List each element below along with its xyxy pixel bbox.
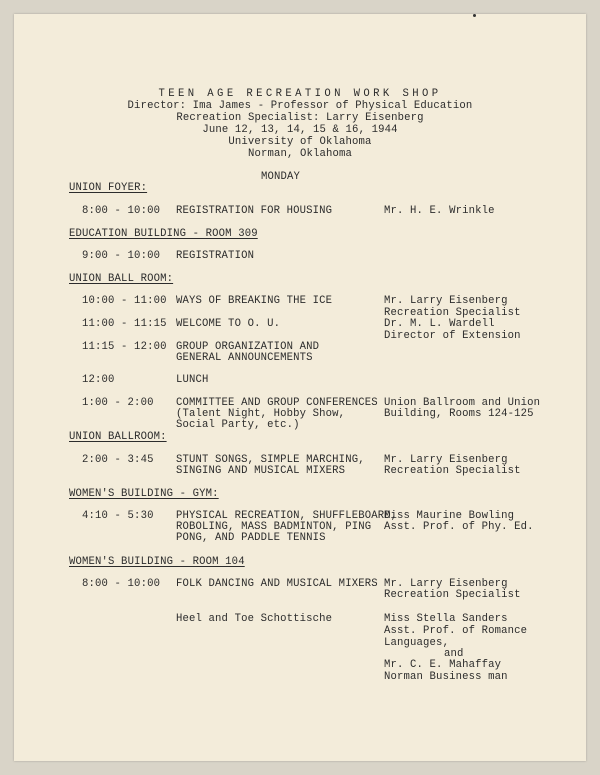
paper-speck [473, 14, 476, 17]
row-time: 4:10 - 5:30 [82, 510, 154, 522]
row-person: Building, Rooms 124-125 [384, 408, 534, 420]
row-activity: ROBOLING, MASS BADMINTON, PING [176, 521, 372, 533]
row-activity: REGISTRATION FOR HOUSING [176, 205, 333, 217]
row-person: Asst. Prof. of Romance [384, 625, 528, 637]
row-activity: Heel and Toe Schottische [176, 613, 333, 625]
row-person: Union Ballroom and Union [384, 397, 541, 409]
row-person: Recreation Specialist [384, 465, 521, 477]
section-heading-education-building: EDUCATION BUILDING - ROOM 309 [69, 228, 258, 240]
row-activity: PONG, AND PADDLE TENNIS [176, 532, 326, 544]
row-person: Languages, [384, 637, 450, 649]
day-heading: MONDAY [261, 171, 301, 183]
row-person: Mr. Larry Eisenberg [384, 578, 508, 590]
row-time: 9:00 - 10:00 [82, 250, 161, 262]
university-line: University of Oklahoma [228, 136, 372, 148]
row-time: 11:15 - 12:00 [82, 341, 167, 353]
row-activity: FOLK DANCING AND MUSICAL MIXERS [176, 578, 378, 590]
row-person: Recreation Specialist [384, 589, 521, 601]
row-person: Dr. M. L. Wardell [384, 318, 495, 330]
row-activity: PHYSICAL RECREATION, SHUFFLEBOARD, [176, 510, 398, 522]
row-time: 12:00 [82, 374, 115, 386]
row-activity: GENERAL ANNOUNCEMENTS [176, 352, 313, 364]
section-heading-union-ballroom: UNION BALLROOM: [69, 431, 167, 443]
row-activity: WELCOME TO O. U. [176, 318, 281, 330]
document-title: TEEN AGE RECREATION WORK SHOP [158, 88, 442, 100]
location-line: Norman, Oklahoma [247, 148, 353, 160]
row-activity: STUNT SONGS, SIMPLE MARCHING, [176, 454, 365, 466]
row-activity: COMMITTEE AND GROUP CONFERENCES [176, 397, 378, 409]
row-activity: LUNCH [176, 374, 209, 386]
row-time: 8:00 - 10:00 [82, 205, 161, 217]
row-time: 11:00 - 11:15 [82, 318, 167, 330]
row-activity: WAYS OF BREAKING THE ICE [176, 295, 333, 307]
row-person: Mr. C. E. Mahaffay [384, 659, 502, 671]
row-activity: SINGING AND MUSICAL MIXERS [176, 465, 346, 477]
row-activity: REGISTRATION [176, 250, 255, 262]
row-person: Mr. Larry Eisenberg [384, 295, 508, 307]
row-person: Miss Maurine Bowling [384, 510, 515, 522]
row-person: Mr. Larry Eisenberg [384, 454, 508, 466]
section-heading-womens-building-gym: WOMEN'S BUILDING - GYM: [69, 488, 219, 500]
row-time: 10:00 - 11:00 [82, 295, 167, 307]
row-activity: Social Party, etc.) [176, 419, 300, 431]
row-time: 2:00 - 3:45 [82, 454, 154, 466]
row-activity: (Talent Night, Hobby Show, [176, 408, 346, 420]
section-heading-union-ball-room: UNION BALL ROOM: [69, 273, 174, 285]
row-person: Norman Business man [384, 671, 508, 683]
dates-line: June 12, 13, 14, 15 & 16, 1944 [202, 124, 398, 136]
row-person: Recreation Specialist [384, 307, 521, 319]
director-line: Director: Ima James - Professor of Physical Education [127, 100, 473, 112]
row-person: Miss Stella Sanders [384, 613, 508, 625]
section-heading-womens-building-room-104: WOMEN'S BUILDING - ROOM 104 [69, 556, 245, 568]
row-time: 8:00 - 10:00 [82, 578, 161, 590]
row-activity: GROUP ORGANIZATION AND [176, 341, 320, 353]
specialist-line: Recreation Specialist: Larry Eisenberg [176, 112, 424, 124]
row-person: and [444, 648, 464, 660]
row-time: 1:00 - 2:00 [82, 397, 154, 409]
row-person: Asst. Prof. of Phy. Ed. [384, 521, 534, 533]
section-heading-union-foyer: UNION FOYER: [69, 182, 148, 194]
row-person: Mr. H. E. Wrinkle [384, 205, 495, 217]
row-person: Director of Extension [384, 330, 521, 342]
